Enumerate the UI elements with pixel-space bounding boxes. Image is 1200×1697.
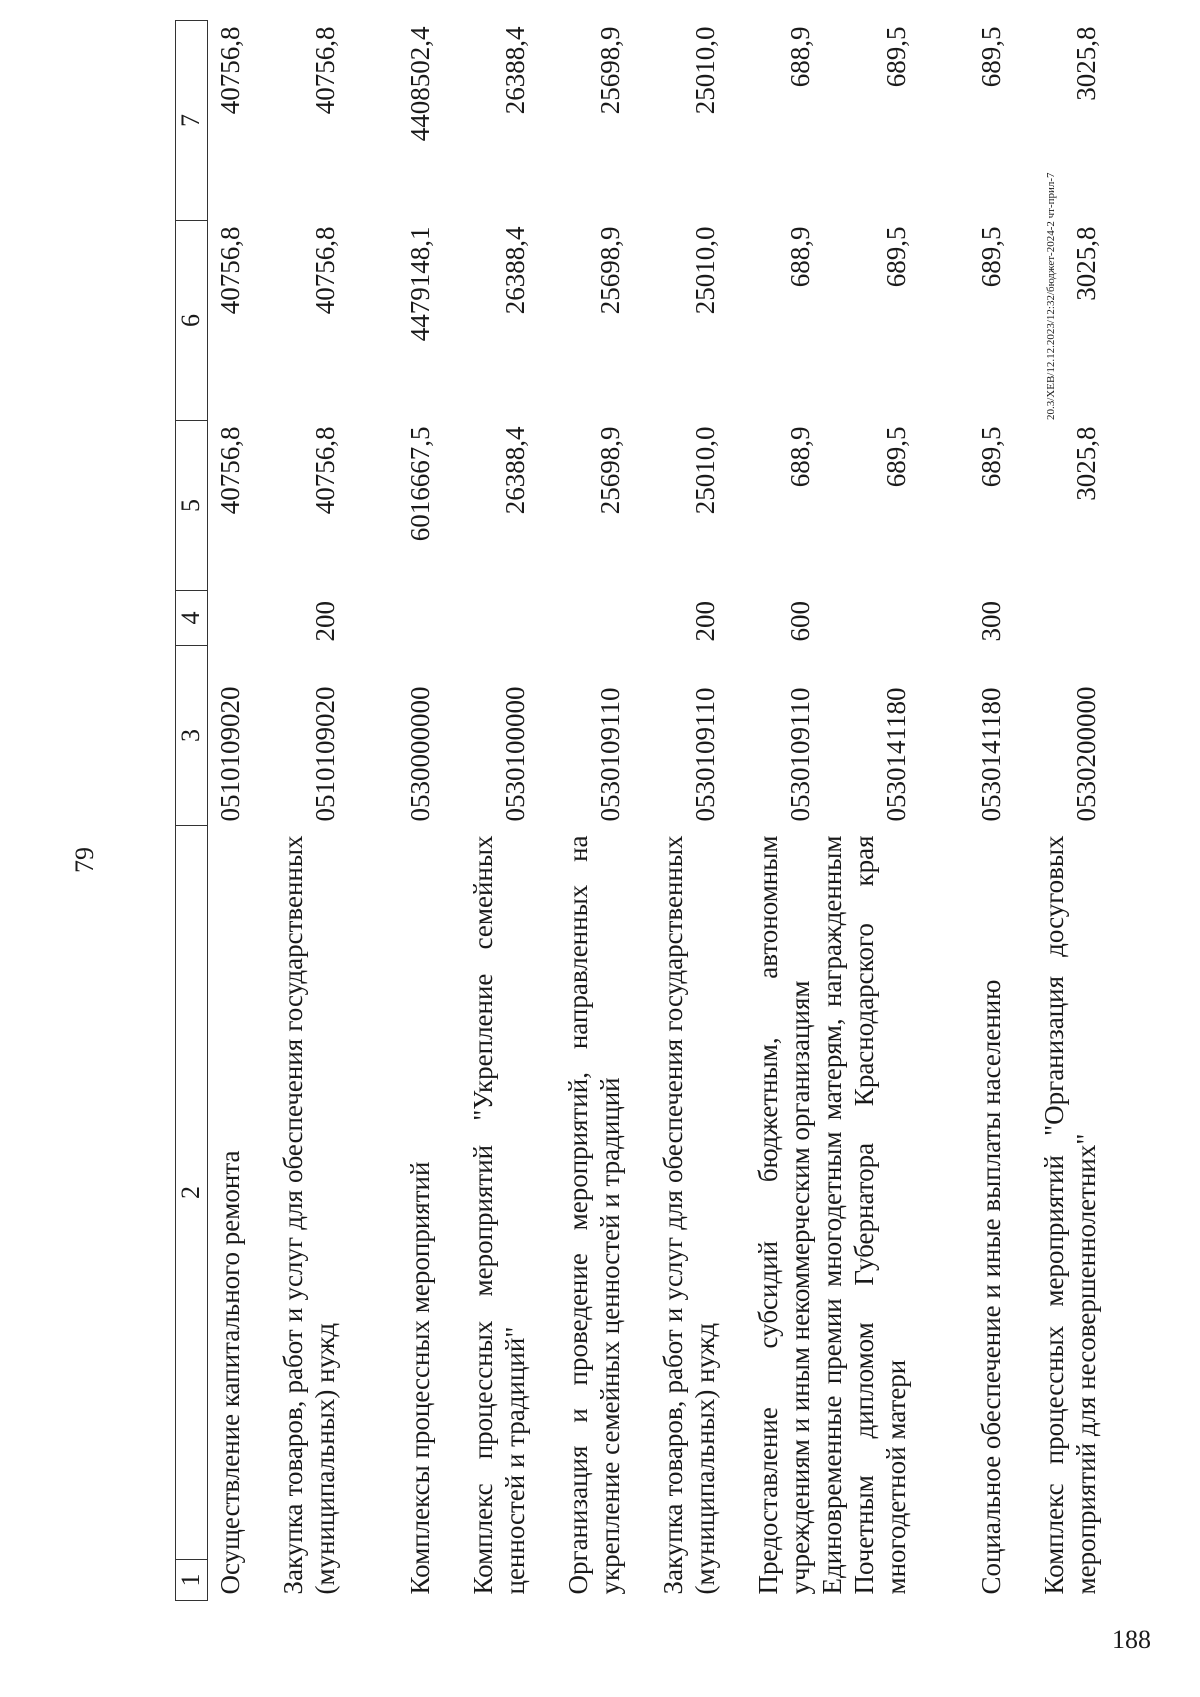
- row-type-cell: [342, 591, 437, 646]
- row-code-cell: 0530100000: [500, 686, 531, 822]
- row-type-cell: 300: [975, 601, 1006, 642]
- row-code-cell: 0510109020: [310, 686, 341, 822]
- row-value-2026-cell: 26388,4: [500, 26, 531, 115]
- header-cell: 6: [176, 221, 208, 421]
- table-row: [627, 21, 722, 1601]
- sheet-number: 188: [1112, 1625, 1151, 1654]
- header-cell: 7: [176, 21, 208, 221]
- row-name-text: Социальное обеспечение и иные выплаты населению: [975, 979, 1006, 1595]
- row-value-2024-cell: 689,5: [975, 426, 1006, 488]
- row-code-cell: 0530141180: [880, 687, 911, 822]
- row-name-text: Закупка товаров, работ и услуг для обеспечения государственных (муниципальных) нужд: [658, 835, 721, 1595]
- row-code-cell: 0530109110: [690, 687, 721, 822]
- row-value-2026-cell: 689,5: [880, 26, 911, 88]
- row-value-2024-cell: 25010,0: [690, 426, 721, 515]
- row-name-cell: [627, 826, 722, 1601]
- row-name-cell: [342, 826, 437, 1601]
- row-name-text: Комплекс процессных мероприятий "Укрепление семейных ценностей и традиций": [468, 835, 531, 1595]
- row-value-2024-cell: 40756,8: [215, 426, 246, 515]
- row-value-2024-cell: 6016667,5: [405, 426, 436, 542]
- row-value-2024-cell: 26388,4: [500, 426, 531, 515]
- row-name-text: Комплексы процессных мероприятий: [405, 1161, 436, 1595]
- header-row: [176, 21, 208, 1601]
- row-type-cell: [817, 591, 913, 646]
- header-cell: 3: [176, 646, 208, 826]
- table-row: [342, 21, 437, 1601]
- row-name-cell: [532, 826, 627, 1601]
- row-type-cell: [437, 591, 532, 646]
- row-name-cell: [722, 826, 817, 1601]
- footer-path: 20.3/ХЕВ/12.12.2023/12:32/бюджет-2024-2 чт-прил-7: [1045, 172, 1057, 420]
- table-row: [913, 21, 1008, 1601]
- header-cell: 2: [176, 1186, 205, 1199]
- row-name-cell: [207, 826, 247, 1601]
- row-value-2024-cell: 3025,8: [1070, 426, 1101, 501]
- table-row: [207, 21, 247, 1601]
- row-type-cell: [1008, 591, 1103, 646]
- row-name-text: Закупка товаров, работ и услуг для обеспечения государственных (муниципальных) нужд: [278, 835, 341, 1595]
- row-type-cell: 200: [310, 601, 341, 642]
- row-value-2025-cell: 3025,8: [1070, 226, 1101, 301]
- budget-table: [175, 20, 1103, 1601]
- row-name-cell: [437, 826, 532, 1601]
- row-value-2025-cell: 40756,8: [215, 226, 246, 315]
- table-row: [722, 21, 817, 1601]
- header-cell-1-2: [176, 826, 208, 1601]
- row-type-cell: [207, 591, 247, 646]
- row-value-2024-cell: 689,5: [880, 426, 911, 488]
- row-type-cell: 600: [785, 601, 816, 642]
- row-value-2026-cell: 40756,8: [310, 26, 341, 115]
- row-name-text: Предоставление субсидий бюджетным, автономным учреждениям и иным некоммерческим организациям: [753, 835, 816, 1595]
- table-row: [532, 21, 627, 1601]
- row-value-2025-cell: 689,5: [880, 226, 911, 288]
- row-value-2025-cell: 26388,4: [500, 226, 531, 315]
- row-value-2026-cell: 4408502,4: [405, 26, 436, 142]
- row-name-cell: [247, 826, 342, 1601]
- row-value-2026-cell: 25010,0: [690, 26, 721, 115]
- row-value-2024-cell: 25698,9: [595, 426, 626, 515]
- row-type-cell: 200: [690, 601, 721, 642]
- header-cell: 5: [176, 421, 208, 591]
- table-row: [817, 21, 913, 1601]
- row-name-cell: [1008, 826, 1103, 1601]
- header-cell: 1: [176, 1559, 207, 1600]
- row-code-cell: 0530141180: [975, 687, 1006, 822]
- row-value-2024-cell: 688,9: [785, 426, 816, 488]
- row-value-2025-cell: 25010,0: [690, 226, 721, 315]
- row-code-cell: 0530200000: [1070, 686, 1101, 822]
- table-row: [247, 21, 342, 1601]
- row-value-2026-cell: 688,9: [785, 26, 816, 88]
- row-code-cell: 0530000000: [405, 686, 436, 822]
- row-value-2025-cell: 4479148,1: [405, 226, 436, 342]
- row-value-2025-cell: 40756,8: [310, 226, 341, 315]
- row-value-2025-cell: 689,5: [975, 226, 1006, 288]
- header-cell: 4: [176, 591, 208, 646]
- row-code-cell: 0530109110: [785, 687, 816, 822]
- row-name-text: Комплекс процессных мероприятий "Организация досуговых мероприятий для несовершеннолетних": [1039, 835, 1101, 1595]
- table-body: [207, 21, 1103, 1601]
- page-number: 79: [70, 847, 99, 873]
- row-name-text: Осуществление капитального ремонта: [215, 1150, 246, 1595]
- row-value-2026-cell: 25698,9: [595, 26, 626, 115]
- table-row: [437, 21, 532, 1601]
- row-name-cell: [817, 826, 913, 1601]
- row-value-2025-cell: 688,9: [785, 226, 816, 288]
- row-code-cell: 0510109020: [215, 686, 246, 822]
- row-type-cell: [532, 591, 627, 646]
- row-value-2026-cell: 40756,8: [215, 26, 246, 115]
- row-name-text: Единовременные премии многодетным матерям, награжденным Почетным дипломом Губернатора Краснодарского края многодетной матери: [817, 835, 911, 1595]
- row-value-2024-cell: 40756,8: [310, 426, 341, 515]
- row-name-cell: [913, 826, 1008, 1601]
- row-name-text: Организация и проведение мероприятий, направленных на укрепление семейных ценностей и традиций: [563, 835, 626, 1595]
- row-value-2026-cell: 3025,8: [1070, 26, 1101, 101]
- row-value-2026-cell: 689,5: [975, 26, 1006, 88]
- row-code-cell: 0530109110: [595, 687, 626, 822]
- row-value-2025-cell: 25698,9: [595, 226, 626, 315]
